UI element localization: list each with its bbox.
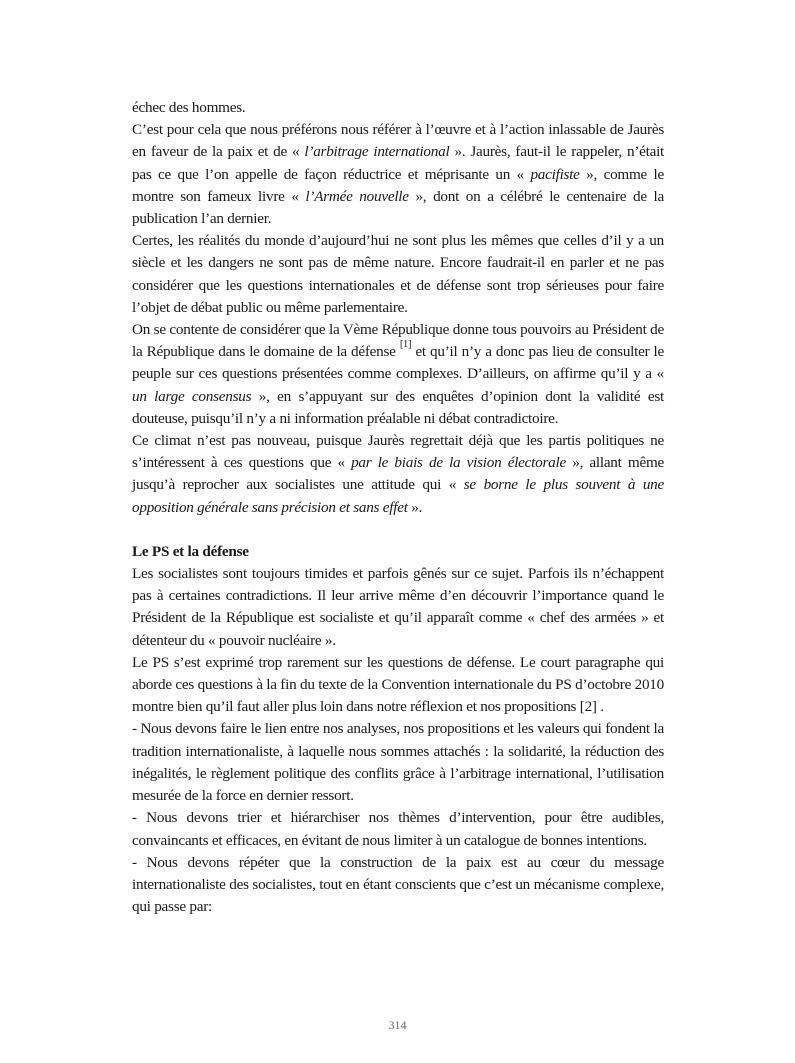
text-run: ».	[407, 498, 423, 516]
document-page	[132, 97, 664, 918]
text-run: échec des hommes.	[132, 99, 246, 116]
text-run: Certes, les réalités du monde d’aujourd’hui ne sont plus les mêmes que celles d’il y a un siècle et les dangers ne sont pas de même nature. Encore faudrait-il en parler et ne pas considérer que les questions internationales et de défense sont trop sérieuses pour faire l’objet de débat public ou même parlementaire.	[132, 232, 664, 316]
text-run: Le PS s’est exprimé trop rarement sur les questions de défense. Le court paragraphe qui aborde ces questions à la fin du texte de la Convention internationale du PS d’octobre 2010 montre bien qu’il faut aller plus loin dans notre réflexion et nos propositions [2] .	[132, 653, 664, 716]
quote-italic: se borne le plus souvent à une opposition générale sans précision et sans effet	[132, 476, 665, 516]
paragraph-list-item-3	[132, 852, 664, 919]
text-run: On se contente de considérer que la Vème République donne tous pouvoirs au Président de la République dans le domaine de la défense	[132, 321, 664, 361]
text-run: Les socialistes sont toujours timides et parfois gênés sur ce sujet. Parfois ils n’échappent pas à certaines contradictions. Il leur arrive même d’en découvrir l’importance quand le Président de la République est socialiste et qu’il apparaît comme « chef des armées » et détenteur du « pouvoir nucléaire ».	[132, 565, 664, 649]
text-run: », en s’appuyant sur des enquêtes d’opinion dont la validité est douteuse, puisqu’il n’y a ni information préalable ni débat contradictoire.	[132, 387, 664, 427]
paragraph-veme-republique	[132, 319, 664, 430]
paragraph-ps-defense	[132, 652, 664, 719]
footnote-ref[interactable]: [1]	[399, 339, 412, 351]
book-title-italic: l’Armée nouvelle	[305, 187, 409, 205]
section-heading: Le PS et la défense	[132, 542, 249, 560]
text-run: », dont on a célébré le centenaire de la publication l’an dernier.	[132, 187, 664, 228]
text-run: - Nous devons trier et hiérarchiser nos thèmes d’intervention, pour être audibles, convaincants et efficaces, en évitant de nous limiter à un catalogue de bonnes intentions.	[132, 809, 664, 849]
paragraph-climat	[132, 430, 664, 519]
page-number: 314	[388, 1018, 407, 1032]
text-run: », allant même jusqu’à reprocher aux socialistes une attitude qui «	[132, 454, 664, 494]
text-run: - Nous devons faire le lien entre nos analyses, nos propositions et les valeurs qui fondent la tradition internationaliste, à laquelle nous sommes attachés : la solidarité, la réduction des inégalités, le règlement politique des conflits grâce à l’arbitrage international, l’utilisation mesurée de la force en dernier ressort.	[132, 720, 664, 805]
text-run: - Nous devons répéter que la construction de la paix est au cœur du message internationaliste des socialistes, tout en étant conscients que c’est un mécanisme complexe, qui passe par:	[132, 853, 664, 916]
paragraph-socialistes	[132, 563, 664, 652]
text-run: ». Jaurès, faut-il le rappeler, n’était pas ce que l’on appelle de façon réductrice et méprisante un «	[132, 143, 665, 183]
paragraph-jaures-arbitrage	[132, 119, 664, 230]
paragraph-gap	[132, 519, 664, 541]
paragraph-opening	[132, 97, 664, 119]
quote-italic: l’arbitrage international	[304, 143, 450, 161]
text-run: Ce climat n’est pas nouveau, puisque Jaurès regrettait déjà que les partis politiques ne s’intéressent à ces questions que «	[132, 432, 664, 472]
paragraph-list-item-1	[132, 718, 664, 807]
text-run: », comme le montre son fameux livre «	[132, 165, 664, 205]
quote-italic: un large consensus	[132, 387, 252, 405]
paragraph-realites	[132, 230, 664, 319]
quote-italic: pacifiste	[530, 165, 580, 183]
text-run: C’est pour cela que nous préférons nous référer à l’œuvre et à l’action inlassable de Jaurès en faveur de la paix et de «	[132, 121, 664, 161]
paragraph-list-item-2	[132, 807, 664, 851]
text-run: et qu’il n’y a donc pas lieu de consulter le peuple sur ces questions présentées comme complexes. D’ailleurs, on affirme qu’il y a «	[132, 343, 665, 383]
quote-italic: par le biais de la vision électorale	[351, 454, 566, 472]
